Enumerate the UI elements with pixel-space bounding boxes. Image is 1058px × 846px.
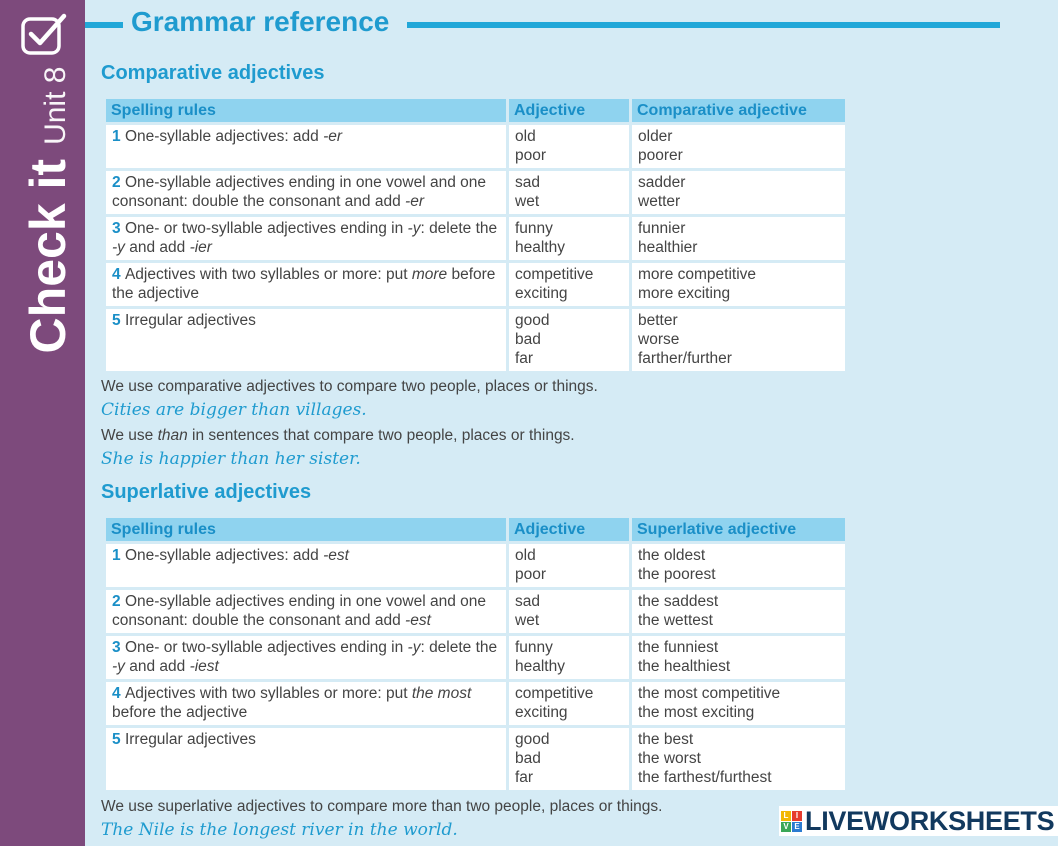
form-word: the oldest <box>638 547 706 564</box>
rule-text: One-syllable adjectives ending in one vowel and one consonant: double the consonant and add <box>112 174 486 210</box>
rule-text: -y <box>112 658 125 675</box>
comparative-example-2: She is happier than her sister. <box>101 449 361 469</box>
rule-text: One-syllable adjectives: add <box>124 128 324 145</box>
form-cell <box>632 682 845 725</box>
column-header-spelling-rules: Spelling rules <box>106 99 506 122</box>
superlative-table <box>103 515 848 793</box>
rule-text: One-syllable adjectives ending in one vowel and one consonant: double the consonant and add <box>112 593 486 629</box>
form-word: farther/further <box>638 350 732 367</box>
table-header-row <box>106 518 845 541</box>
liveworksheets-wordmark: LIVEWORKSHEETS <box>805 805 1055 836</box>
liveworksheets-grid-icon <box>781 811 802 832</box>
adjective-cell <box>509 217 629 260</box>
form-word: the best <box>638 731 694 748</box>
form-word: more competitive <box>638 266 757 283</box>
adjective-word: exciting <box>515 704 568 721</box>
rule-number: 5 <box>112 312 125 329</box>
form-cell <box>632 217 845 260</box>
adjective-word: sad <box>515 593 540 610</box>
adjective-word: wet <box>515 612 540 629</box>
superlative-table-body <box>106 544 845 790</box>
logo-letter: E <box>792 822 802 832</box>
header-rule-left <box>85 22 123 28</box>
adjective-word: good <box>515 312 550 329</box>
rule-text: Irregular adjectives <box>124 312 256 329</box>
sidebar <box>0 0 85 846</box>
rule-text: Irregular adjectives <box>124 731 256 748</box>
adjective-cell <box>509 309 629 371</box>
rule-text: and add <box>124 239 190 256</box>
adjective-word: wet <box>515 193 540 210</box>
spelling-rule-cell <box>106 217 506 260</box>
table-row <box>106 590 845 633</box>
form-word: worse <box>638 331 680 348</box>
logo-letter: L <box>781 811 791 821</box>
rule-text: : delete the <box>420 220 498 237</box>
adjective-cell <box>509 544 629 587</box>
rule-text: -iest <box>189 658 219 675</box>
form-word: the farthest/furthest <box>638 769 772 786</box>
table-row <box>106 544 845 587</box>
column-header-comparative: Comparative adjective <box>632 99 845 122</box>
adjective-word: funny <box>515 639 553 656</box>
form-cell <box>632 544 845 587</box>
adjective-word: poor <box>515 147 547 164</box>
rule-text: -est <box>323 547 349 564</box>
adjective-word: funny <box>515 220 553 237</box>
rule-text: -er <box>405 193 424 210</box>
form-word: the funniest <box>638 639 719 656</box>
adjective-word: healthy <box>515 658 565 675</box>
rule-number: 3 <box>112 639 125 656</box>
comparative-section-title: Comparative adjectives <box>101 62 325 84</box>
column-header-adjective: Adjective <box>509 518 629 541</box>
superlative-example-1: The Nile is the longest river in the world. <box>101 820 458 840</box>
rule-text: : delete the <box>420 639 498 656</box>
spelling-rule-cell <box>106 544 506 587</box>
spelling-rule-cell <box>106 590 506 633</box>
adjective-cell <box>509 728 629 790</box>
spelling-rule-cell <box>106 728 506 790</box>
rule-text: -y <box>407 639 421 656</box>
rule-text: One- or two-syllable adjectives ending in <box>124 639 408 656</box>
spelling-rule-cell <box>106 263 506 306</box>
adjective-cell <box>509 171 629 214</box>
table-row <box>106 636 845 679</box>
rule-text: before the adjective <box>112 266 496 302</box>
form-word: sadder <box>638 174 686 191</box>
spelling-rule-cell <box>106 309 506 371</box>
form-word: wetter <box>638 193 681 210</box>
form-cell <box>632 263 845 306</box>
sidebar-label <box>19 67 77 354</box>
adjective-word: far <box>515 350 534 367</box>
rule-text: and add <box>124 658 190 675</box>
header-rule-right <box>407 22 1000 28</box>
comparative-table-body <box>106 125 845 371</box>
table-row <box>106 728 845 790</box>
rule-text: One- or two-syllable adjectives ending in <box>124 220 408 237</box>
adjective-cell <box>509 263 629 306</box>
note-text: We use <box>101 427 158 444</box>
column-header-superlative: Superlative adjective <box>632 518 845 541</box>
rule-text: One-syllable adjectives: add <box>124 547 324 564</box>
form-word: the most competitive <box>638 685 781 702</box>
spelling-rule-cell <box>106 636 506 679</box>
form-word: older <box>638 128 673 145</box>
adjective-cell <box>509 590 629 633</box>
rule-text: Adjectives with two syllables or more: put <box>124 266 412 283</box>
adjective-word: bad <box>515 331 541 348</box>
table-row <box>106 171 845 214</box>
rule-text: the most <box>411 685 472 702</box>
rule-text: before the adjective <box>112 704 248 721</box>
adjective-word: old <box>515 547 536 564</box>
form-cell <box>632 125 845 168</box>
comparative-note-2 <box>101 427 575 445</box>
rule-number: 1 <box>112 128 125 145</box>
form-word: better <box>638 312 678 329</box>
table-row <box>106 125 845 168</box>
adjective-word: competitive <box>515 685 594 702</box>
form-word: healthier <box>638 239 698 256</box>
rule-text: -y <box>407 220 421 237</box>
form-word: the poorest <box>638 566 716 583</box>
liveworksheets-logo <box>779 806 1058 836</box>
adjective-word: old <box>515 128 536 145</box>
column-header-adjective: Adjective <box>509 99 629 122</box>
table-row <box>106 217 845 260</box>
adjective-cell <box>509 125 629 168</box>
grammar-page <box>85 0 1055 846</box>
rule-text: -est <box>405 612 431 629</box>
form-cell <box>632 309 845 371</box>
rule-text: -er <box>323 128 343 145</box>
table-row <box>106 263 845 306</box>
form-word: funnier <box>638 220 686 237</box>
form-cell <box>632 636 845 679</box>
logo-letter: V <box>781 822 791 832</box>
form-word: the most exciting <box>638 704 755 721</box>
rule-number: 3 <box>112 220 125 237</box>
note-text: in sentences that compare two people, places or things. <box>187 427 575 444</box>
table-row <box>106 682 845 725</box>
sidebar-title: Check it <box>20 158 76 354</box>
rule-number: 5 <box>112 731 125 748</box>
spelling-rule-cell <box>106 125 506 168</box>
form-word: the worst <box>638 750 701 767</box>
comparative-note-1: We use comparative adjectives to compare two people, places or things. <box>101 378 598 395</box>
comparative-example-1: Cities are bigger than villages. <box>101 400 367 420</box>
rule-text: Adjectives with two syllables or more: put <box>124 685 412 702</box>
form-word: the saddest <box>638 593 719 610</box>
column-header-spelling-rules: Spelling rules <box>106 518 506 541</box>
form-cell <box>632 590 845 633</box>
adjective-cell <box>509 682 629 725</box>
superlative-section-title: Superlative adjectives <box>101 481 312 503</box>
sidebar-unit: Unit 8 <box>39 66 72 145</box>
form-word: poorer <box>638 147 683 164</box>
adjective-cell <box>509 636 629 679</box>
checkbox-check-icon <box>20 12 68 58</box>
adjective-word: sad <box>515 174 540 191</box>
adjective-word: far <box>515 769 534 786</box>
spelling-rule-cell <box>106 171 506 214</box>
adjective-word: good <box>515 731 550 748</box>
page-title: Grammar reference <box>131 6 390 37</box>
rule-number: 2 <box>112 174 125 191</box>
rule-number: 1 <box>112 547 125 564</box>
form-word: the healthiest <box>638 658 731 675</box>
comparative-table <box>103 96 848 374</box>
form-word: the wettest <box>638 612 713 629</box>
rule-number: 2 <box>112 593 125 610</box>
form-cell <box>632 171 845 214</box>
rule-number: 4 <box>112 685 125 702</box>
adjective-word: exciting <box>515 285 568 302</box>
table-row <box>106 309 845 371</box>
note-emphasis: than <box>157 427 188 444</box>
form-word: more exciting <box>638 285 731 302</box>
table-header-row <box>106 99 845 122</box>
rule-text: -ier <box>189 239 212 256</box>
logo-letter: I <box>792 811 802 821</box>
superlative-note-1: We use superlative adjectives to compare more than two people, places or things. <box>101 798 663 815</box>
form-cell <box>632 728 845 790</box>
rule-text: -y <box>112 239 125 256</box>
spelling-rule-cell <box>106 682 506 725</box>
adjective-word: bad <box>515 750 541 767</box>
adjective-word: competitive <box>515 266 594 283</box>
rule-text: more <box>411 266 448 283</box>
adjective-word: poor <box>515 566 547 583</box>
adjective-word: healthy <box>515 239 565 256</box>
rule-number: 4 <box>112 266 125 283</box>
